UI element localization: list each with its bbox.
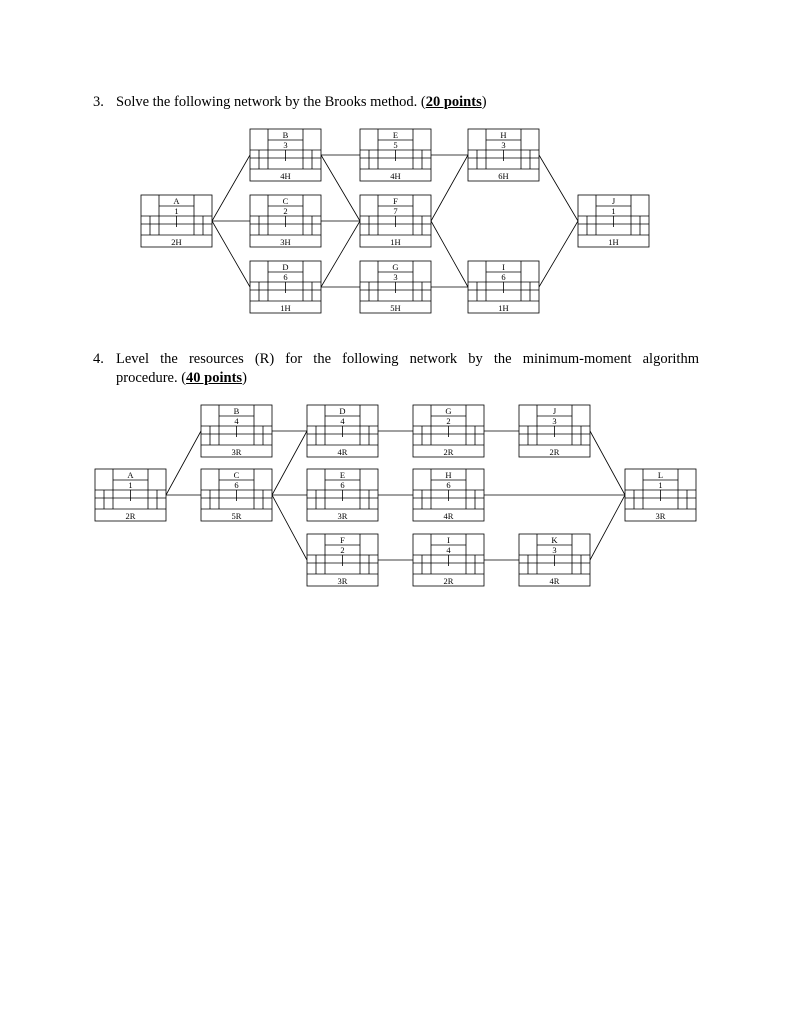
- question-text-line-1: Level the resources (R) for the following network by the minimum-moment algorithm: [116, 351, 699, 367]
- activity-duration: 1: [611, 206, 616, 216]
- activity-resource: 3R: [337, 576, 348, 586]
- question-prompt: Solve the following network by the Brooks method. (: [116, 94, 426, 110]
- activity-name: F: [340, 535, 345, 545]
- activity-name: G: [445, 406, 452, 416]
- activity-resource: 1H: [498, 303, 509, 313]
- question-prompt: procedure. (: [116, 370, 187, 386]
- activity-duration: 1: [174, 206, 179, 216]
- activity-duration: 2: [283, 206, 288, 216]
- edge-j-l: [590, 431, 625, 495]
- activity-node-i: [413, 534, 484, 586]
- activity-resource: 6H: [498, 171, 509, 181]
- activity-resource: 2R: [443, 447, 454, 457]
- activity-resource: 1H: [390, 237, 401, 247]
- activity-resource: 3R: [655, 511, 666, 521]
- activity-duration: 4: [234, 416, 239, 426]
- activity-duration: 1: [128, 480, 133, 490]
- activity-name: B: [282, 130, 289, 140]
- activity-duration: 5: [393, 140, 398, 150]
- activity-node-a: [95, 469, 166, 521]
- activity-resource: 2H: [171, 237, 182, 247]
- activity-duration: 3: [552, 416, 557, 426]
- activity-resource: 3H: [280, 237, 291, 247]
- activity-node-j: [519, 405, 590, 457]
- activity-name: J: [552, 406, 557, 416]
- activity-duration: 6: [234, 480, 239, 490]
- activity-name: B: [233, 406, 240, 416]
- activity-duration: 6: [283, 272, 288, 282]
- activity-duration: 6: [340, 480, 345, 490]
- points-label: 40 points: [186, 370, 243, 386]
- activity-duration: 2: [340, 545, 345, 555]
- closing-paren: ): [242, 370, 247, 386]
- edge-a-b: [166, 431, 201, 495]
- activity-duration: 2: [446, 416, 451, 426]
- activity-node-h: [413, 469, 484, 521]
- activity-node-e: [307, 469, 378, 521]
- activity-duration: 1: [658, 480, 663, 490]
- activity-name: A: [127, 470, 134, 480]
- activity-name: F: [393, 196, 398, 206]
- edge-c-d: [272, 431, 307, 495]
- activity-resource: 4R: [337, 447, 348, 457]
- activity-duration: 3: [552, 545, 557, 555]
- activity-node-b: [201, 405, 272, 457]
- activity-resource: 2R: [549, 447, 560, 457]
- activity-name: L: [657, 470, 664, 480]
- question-number: 4.: [93, 351, 104, 367]
- activity-node-k: [519, 534, 590, 586]
- edge-k-l: [590, 495, 625, 560]
- activity-name: C: [233, 470, 240, 480]
- activity-resource: 4H: [390, 171, 401, 181]
- activity-name: I: [502, 262, 505, 272]
- activity-duration: 6: [446, 480, 451, 490]
- activity-name: E: [339, 470, 346, 480]
- activity-duration: 3: [283, 140, 288, 150]
- activity-name: I: [447, 535, 450, 545]
- activity-name: H: [445, 470, 452, 480]
- activity-duration: 6: [501, 272, 506, 282]
- activity-duration: 3: [393, 272, 398, 282]
- activity-resource: 5H: [390, 303, 401, 313]
- activity-resource: 3R: [337, 511, 348, 521]
- activity-resource: 2R: [443, 576, 454, 586]
- activity-name: K: [551, 535, 558, 545]
- activity-name: G: [392, 262, 399, 272]
- activity-name: C: [282, 196, 289, 206]
- activity-resource: 4R: [443, 511, 454, 521]
- activity-resource: 1H: [608, 237, 619, 247]
- activity-duration: 4: [340, 416, 345, 426]
- edge-c-f: [272, 495, 307, 560]
- activity-resource: 4H: [280, 171, 291, 181]
- activity-node-l: [625, 469, 696, 521]
- activity-duration: 4: [446, 545, 451, 555]
- activity-node-f: [307, 534, 378, 586]
- activity-node-d: [307, 405, 378, 457]
- activity-resource: 4R: [549, 576, 560, 586]
- activity-node-c: [201, 469, 272, 521]
- activity-name: H: [500, 130, 507, 140]
- activity-name: D: [339, 406, 346, 416]
- activity-name: A: [173, 196, 180, 206]
- activity-resource: 2R: [125, 511, 136, 521]
- activity-node-g: [413, 405, 484, 457]
- activity-name: D: [282, 262, 289, 272]
- activity-resource: 3R: [231, 447, 242, 457]
- activity-resource: 1H: [280, 303, 291, 313]
- activity-name: J: [611, 196, 616, 206]
- activity-duration: 3: [501, 140, 506, 150]
- question-number: 3.: [93, 94, 104, 110]
- points-label: 20 points: [425, 94, 482, 110]
- activity-resource: 5R: [231, 511, 242, 521]
- activity-name: E: [392, 130, 399, 140]
- closing-paren: ): [481, 94, 487, 110]
- activity-duration: 7: [393, 206, 398, 216]
